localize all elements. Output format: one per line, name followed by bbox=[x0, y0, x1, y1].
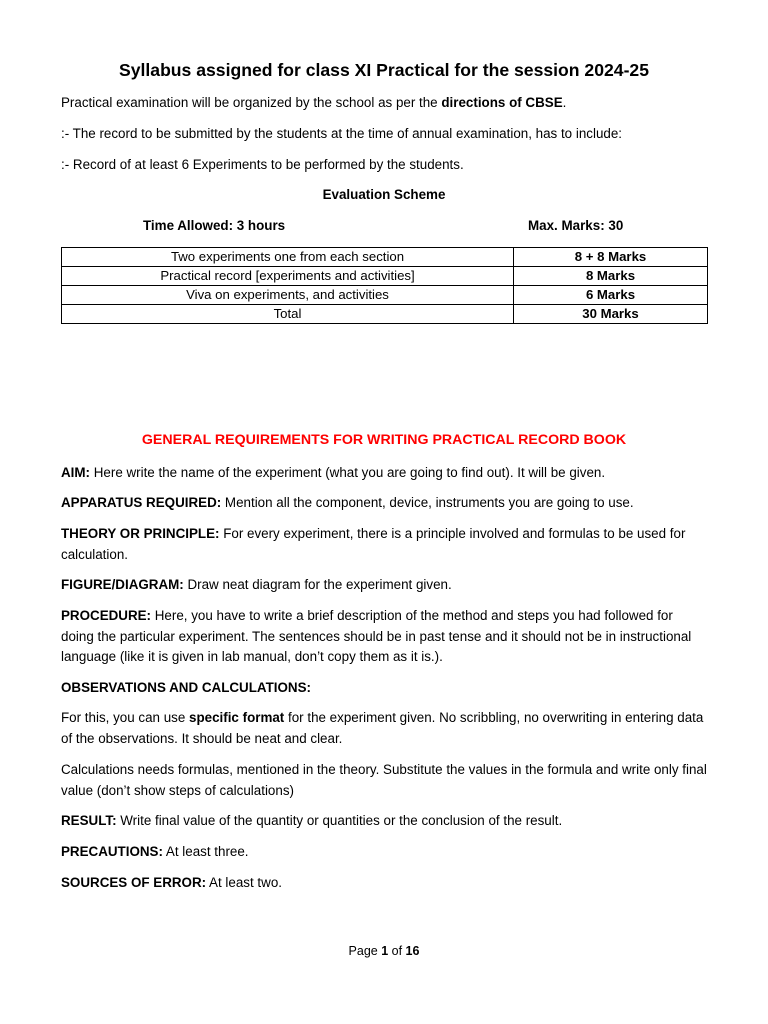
precautions-text: At least three. bbox=[162, 844, 249, 859]
figure-line bbox=[61, 575, 709, 596]
procedure-text: Here, you have to write a brief description of the method and steps you had followed for doing the particular experiment. The sentences should be in past tense and it should not be in instructional language (like it is given in lab manual, don’t copy them as it is.). bbox=[61, 608, 692, 664]
table-row bbox=[62, 286, 708, 305]
sources-label: SOURCES OF ERROR: bbox=[61, 875, 207, 890]
intro-experiments-line: :- Record of at least 6 Experiments to be performed by the students. bbox=[61, 157, 464, 172]
sources-line bbox=[61, 873, 709, 894]
table-cell-marks: 30 Marks bbox=[514, 305, 708, 324]
theory-text: For every experiment, there is a principle involved and formulas to be used for calculation. bbox=[61, 526, 686, 562]
theory-label: THEORY OR PRINCIPLE: bbox=[61, 526, 220, 541]
evaluation-heading: Evaluation Scheme bbox=[322, 187, 446, 202]
format-suffix: for the experiment given. No scribbling, no overwriting in entering data of the observations. It should be neat and clear. bbox=[61, 710, 704, 746]
procedure-label: PROCEDURE: bbox=[61, 608, 152, 623]
figure-label: FIGURE/DIAGRAM: bbox=[61, 577, 184, 592]
current-page: 1 bbox=[381, 944, 389, 958]
intro-cbse-suffix: . bbox=[562, 95, 567, 110]
format-paragraph bbox=[61, 708, 709, 749]
observations-heading bbox=[61, 678, 709, 699]
apparatus-text: Mention all the component, device, instruments you are going to use. bbox=[221, 495, 634, 510]
aim-line bbox=[61, 463, 709, 484]
table-cell-marks: 8 + 8 Marks bbox=[514, 248, 708, 267]
result-label: RESULT: bbox=[61, 813, 117, 828]
result-text: Write final value of the quantity or quantities or the conclusion of the result. bbox=[116, 813, 563, 828]
table-cell-marks: 6 Marks bbox=[514, 286, 708, 305]
precautions-label: PRECAUTIONS: bbox=[61, 844, 163, 859]
theory-paragraph bbox=[61, 524, 709, 565]
evaluation-table bbox=[61, 247, 708, 324]
format-prefix: For this, you can use bbox=[61, 710, 190, 725]
page-number bbox=[0, 941, 768, 962]
intro-record-line: :- The record to be submitted by the students at the time of annual examination, has to include: bbox=[61, 126, 623, 141]
table-row bbox=[62, 305, 708, 324]
table-cell-item: Practical record [experiments and activities] bbox=[62, 267, 514, 286]
calculations-paragraph: Calculations needs formulas, mentioned in the theory. Substitute the values in the formula and write only final value (don’t show steps of calculations) bbox=[61, 762, 707, 798]
aim-label: AIM: bbox=[61, 465, 91, 480]
requirements-heading: GENERAL REQUIREMENTS FOR WRITING PRACTICAL RECORD BOOK bbox=[141, 432, 627, 448]
time-allowed: Time Allowed: 3 hours bbox=[143, 218, 286, 233]
procedure-paragraph bbox=[61, 606, 709, 668]
aim-text: Here write the name of the experiment (what you are going to find out). It will be given. bbox=[90, 465, 606, 480]
result-line bbox=[61, 811, 709, 832]
figure-text: Draw neat diagram for the experiment given. bbox=[183, 577, 452, 592]
table-cell-item: Total bbox=[62, 305, 514, 324]
table-cell-item: Viva on experiments, and activities bbox=[62, 286, 514, 305]
apparatus-line bbox=[61, 493, 709, 514]
page-title: Syllabus assigned for class XI Practical for the session 2024-25 bbox=[118, 60, 649, 80]
total-pages: 16 bbox=[405, 944, 420, 958]
format-bold: specific format bbox=[189, 710, 285, 725]
intro-cbse-bold: directions of CBSE bbox=[441, 95, 563, 110]
max-marks: Max. Marks: 30 bbox=[528, 218, 624, 233]
table-row bbox=[62, 267, 708, 286]
precautions-line bbox=[61, 842, 709, 863]
table-cell-item: Two experiments one from each section bbox=[62, 248, 514, 267]
page-word: Page bbox=[348, 944, 382, 958]
intro-cbse-prefix: Practical examination will be organized by the school as per the bbox=[61, 95, 442, 110]
observations-label: OBSERVATIONS AND CALCULATIONS: bbox=[61, 680, 311, 695]
intro-cbse-line bbox=[61, 93, 709, 114]
apparatus-label: APPARATUS REQUIRED: bbox=[61, 495, 222, 510]
table-cell-marks: 8 Marks bbox=[514, 267, 708, 286]
sources-text: At least two. bbox=[206, 875, 282, 890]
table-row bbox=[62, 248, 708, 267]
of-word: of bbox=[388, 944, 406, 958]
